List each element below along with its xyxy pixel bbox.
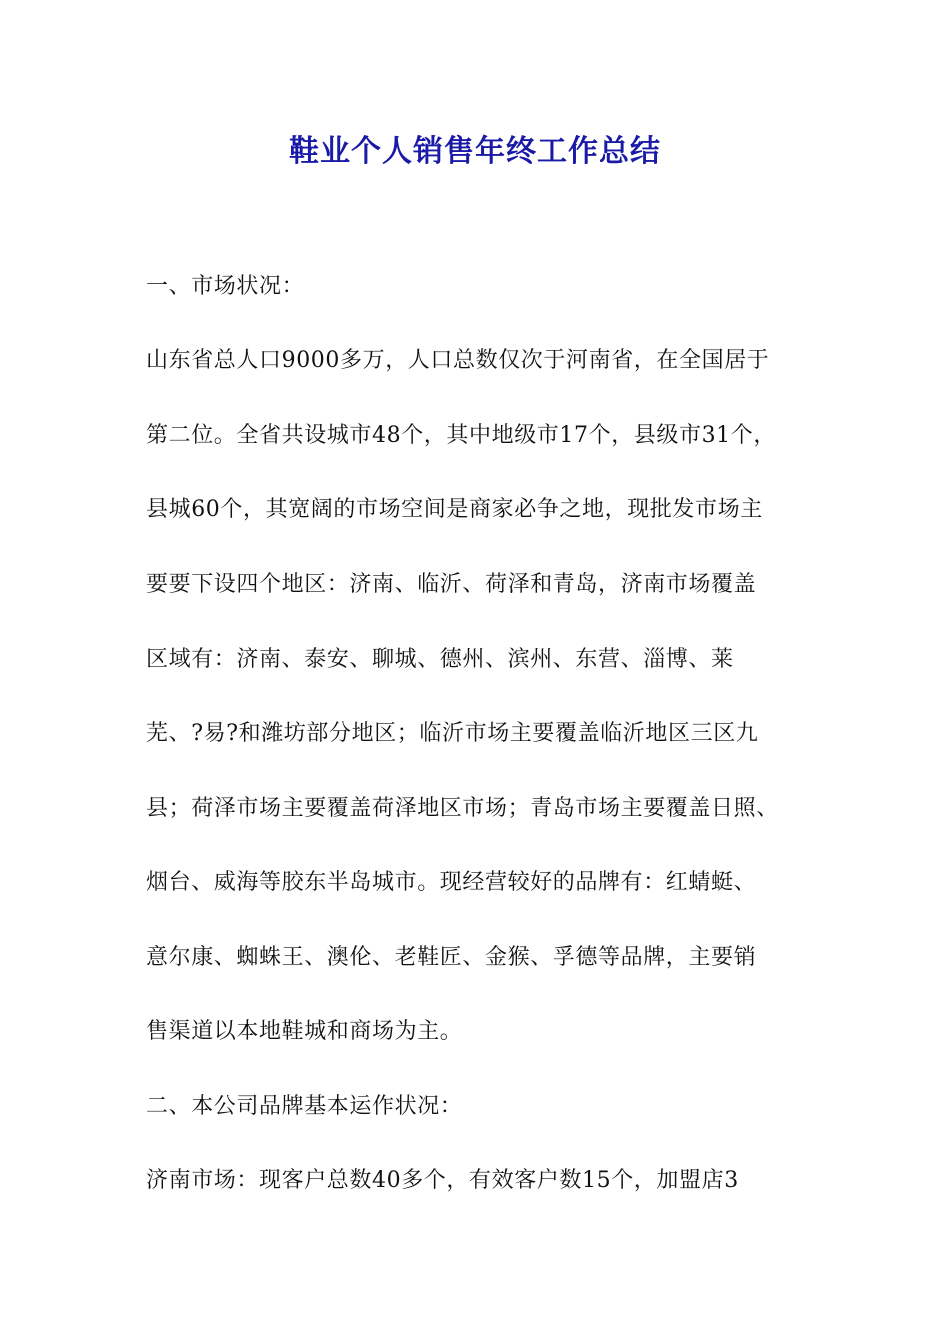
- paragraph-line: 要要下设四个地区：济南、临沂、荷泽和青岛，济南市场覆盖: [146, 572, 757, 597]
- paragraph-line: 售渠道以本地鞋城和商场为主。: [146, 1019, 463, 1044]
- paragraph-line: 意尔康、蜘蛛王、澳伦、老鞋匠、金猴、孚德等品牌，主要销: [146, 945, 757, 970]
- paragraph-line: 第二位。全省共设城市48个，其中地级市17个，县级市31个，: [146, 423, 776, 448]
- paragraph-line: 济南市场：现客户总数40多个，有效客户数15个，加盟店3: [146, 1168, 739, 1193]
- paragraph-line: 烟台、威海等胶东半岛城市。现经营较好的品牌有：红蜻蜓、: [146, 870, 757, 895]
- paragraph-line: 芜、?易?和潍坊部分地区；临沂市场主要覆盖临沂地区三区九: [146, 721, 759, 746]
- document-title: 鞋业个人销售年终工作总结: [289, 134, 661, 169]
- paragraph-line: 县城60个，其宽阔的市场空间是商家必争之地，现批发市场主: [146, 497, 763, 522]
- paragraph-line: 区域有：济南、泰安、聊城、德州、滨州、东营、淄博、莱: [146, 647, 734, 672]
- paragraph-line: 县；荷泽市场主要覆盖荷泽地区市场；青岛市场主要覆盖日照、: [146, 796, 779, 821]
- paragraph-line: 山东省总人口9000多万，人口总数仅次于河南省，在全国居于: [146, 348, 770, 373]
- section-heading-brand-operation: 二、本公司品牌基本运作状况：: [146, 1094, 463, 1119]
- section-heading-market: 一、市场状况：: [146, 274, 305, 299]
